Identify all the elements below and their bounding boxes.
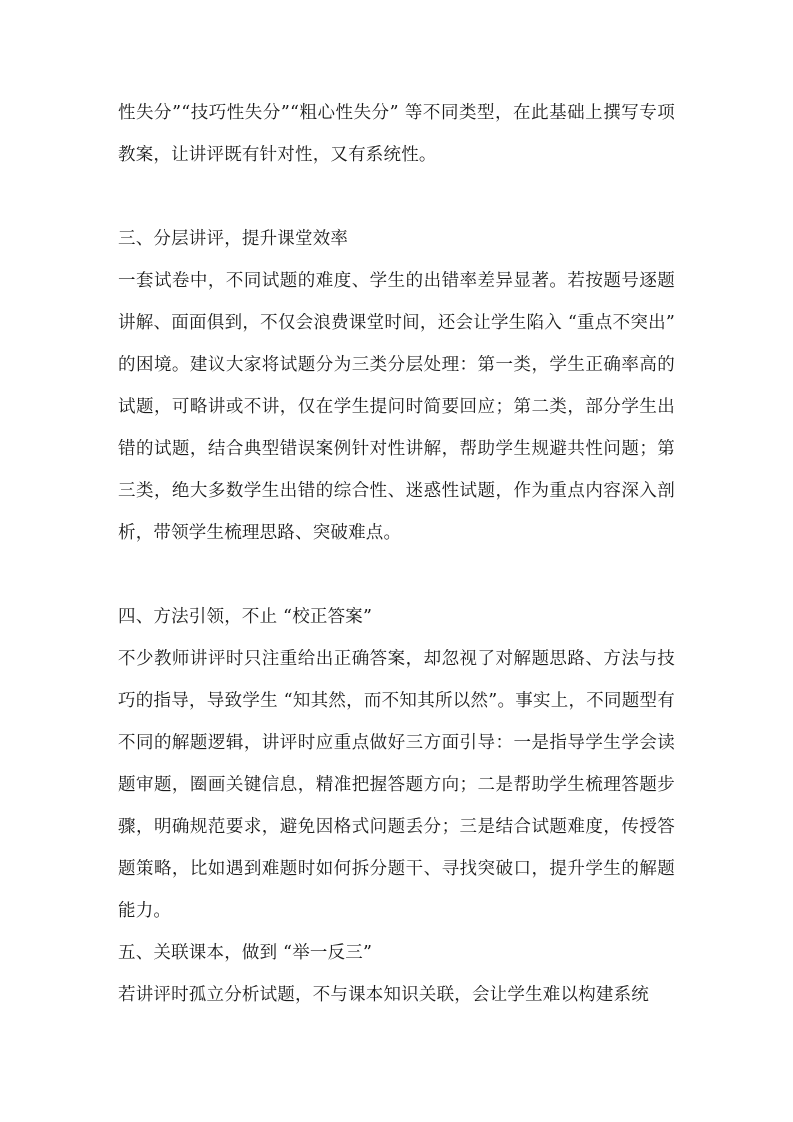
paragraph-spacer — [118, 554, 675, 596]
paragraph-section-four: 不少教师讲评时只注重给出正确答案，却忽视了对解题思路、方法与技巧的指导，导致学生 “知其然，而不知其所以然”。事实上，不同题型有不同的解题逻辑，讲评时应重点做好三方面引导：一是指导学生学会读题审题，圈画关键信息，精准把握答题方向；二是帮助学生梳理答题步骤，明确规范要求，避免因格式问题丢分；三是结合试题难度，传授答题策略，比如遇到难题时如何拆分题干、寻找突破口，提升学生的解题能力。 — [118, 649, 675, 921]
heading-section-four: 四、方法引领，不止 “校正答案” — [118, 607, 373, 627]
paragraph-continued: 性失分”“技巧性失分”“粗心性失分” 等不同类型，在此基础上撰写专项教案，让讲评既有针对性，又有系统性。 — [118, 103, 675, 165]
paragraph-spacer — [118, 176, 675, 218]
heading-section-five: 五、关联课本，做到 “举一反三” — [118, 943, 373, 963]
paragraph-section-five: 若讲评时孤立分析试题，不与课本知识关联，会让学生难以构建系统 — [118, 985, 649, 1005]
document-body — [118, 92, 675, 1016]
paragraph-section-three: 一套试卷中，不同试题的难度、学生的出错率差异显著。若按题号逐题讲解、面面俱到，不仅会浪费课堂时间，还会让学生陷入 “重点不突出” 的困境。建议大家将试题分为三类分层处理：第一类，学生正确率高的试题，可略讲或不讲，仅在学生提问时简要回应；第二类，部分学生出错的试题，结合典型错误案例针对性讲解，帮助学生规避共性问题；第三类，绝大多数学生出错的综合性、迷惑性试题，作为重点内容深入剖析，带领学生梳理思路、突破难点。 — [118, 271, 675, 543]
heading-section-three: 三、分层讲评，提升课堂效率 — [118, 229, 349, 249]
